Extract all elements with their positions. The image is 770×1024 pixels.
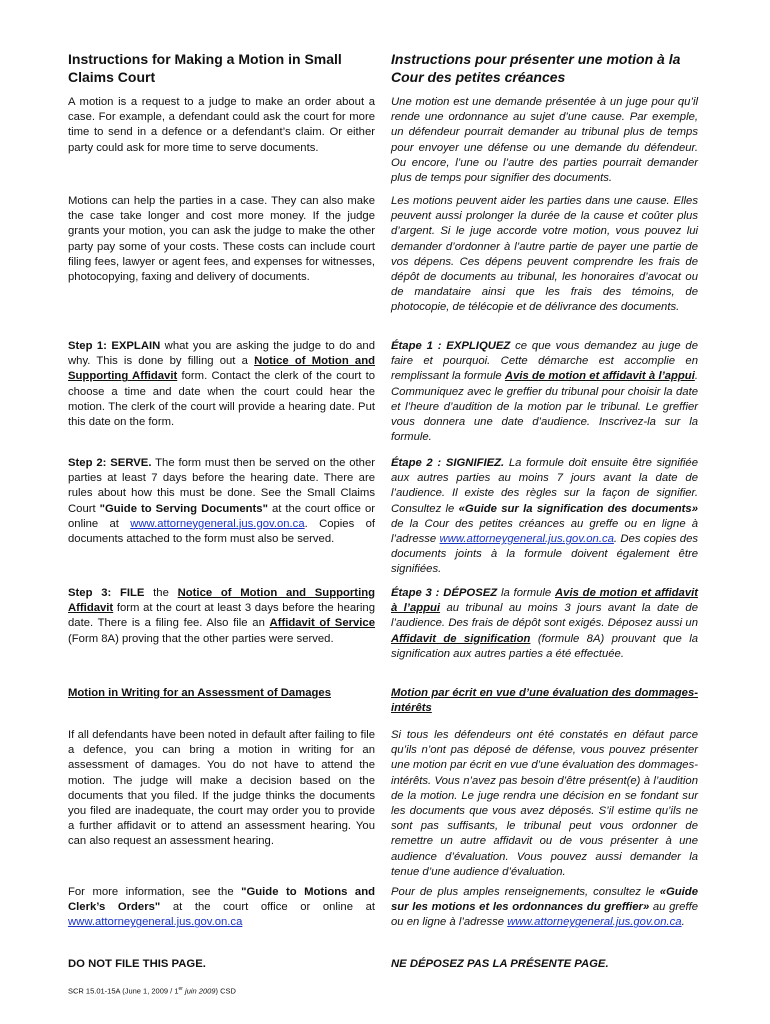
en-step-1 <box>68 339 375 430</box>
fr-more-info-text-mid: au greffe ou en ligne à l’adresse <box>391 901 699 929</box>
fr-step-1-keyword: EXPLIQUEZ <box>446 340 511 352</box>
en-step-2 <box>68 456 375 547</box>
en-step-1-form-name: Notice of Motion and Supporting Affidavit <box>68 355 376 383</box>
fr-step-3-keyword: DÉPOSEZ <box>443 587 498 599</box>
en-writing-heading: Motion in Writing for an Assessment of Damages <box>68 687 331 699</box>
en-intro-paragraph-1: A motion is a request to a judge to make an order about a case. For example, a defendant could ask the court for more time to send in a defence or a defendant’s claim. Or either party could ask for more time to serve documents. <box>68 96 375 154</box>
en-step-2-website-link[interactable]: www.attorneygeneral.jus.gov.on.ca <box>130 517 305 530</box>
en-step-3-label: Step 3: <box>68 587 112 599</box>
footer-french-date: juin 2009 <box>182 986 216 996</box>
fr-step-1-text: ce que vous demandez au juge de faire et pourquoi. Cette démarche est accomplie en remplissant la formule <box>391 340 698 383</box>
en-more-info <box>68 885 375 931</box>
en-step-2-text-mid: at the court office or online at <box>68 502 375 530</box>
fr-writing-paragraph: Si tous les défendeurs ont été constatés en défaut parce qu’ils n’ont pas déposé de défense, vous pouvez présenter une motion par écrit en vue d’une évaluation des dommages-intérêts. Vous n’avez pas besoin d’être présent(e) à l’audition de la motion. Le juge rendra une décision en se fondant sur les documents que vous avez déposés. S’il estime qu’ils ne sont pas suffisants, le tribunal peut vous ordonner de remettre un autre affidavit ou de vous présenter à une audience d’évaluation. Vous pouvez aussi demander la tenue d’une audience d’évaluation. <box>391 729 698 878</box>
en-title: Instructions for Making a Motion in Small Claims Court <box>68 51 342 85</box>
fr-step-3-label: Étape 3 : <box>391 587 440 599</box>
fr-step-2 <box>391 456 698 578</box>
en-step-3-form-name: Notice of Motion and Supporting Affidavit <box>68 587 376 615</box>
footer-superscript: er <box>178 986 183 992</box>
en-step-3-text-mid: form at the court at least 3 days before the hearing date. There is a filing fee. Also file an <box>68 602 375 630</box>
fr-step-2-website-link[interactable]: www.attorneygeneral.jus.gov.on.ca <box>439 533 614 546</box>
en-do-not-file-notice: DO NOT FILE THIS PAGE. <box>68 958 206 970</box>
fr-step-1-form-name: Avis de motion et affidavit à l’appui <box>504 370 695 383</box>
fr-intro-paragraph-1: Une motion est une demande présentée à un juge pour qu’il rende une ordonnance au sujet d’une cause. Par exemple, un défendeur pourrait demander au tribunal plus de temps pour envoyer une défense ou une demande du défendeur. Ou encore, l’une ou l’autre des parties pourrait demander plus de temps pour signifier des documents. <box>391 96 698 185</box>
en-more-info-guide-name: "Guide to Motions and Clerk’s Orders" <box>68 886 375 914</box>
en-step-1-text-end: form. Contact the clerk of the court to choose a time and date when the court could hear the motion. The clerk of the court will provide a hearing date. Put this date on the form. <box>68 370 375 429</box>
fr-step-2-label: Étape 2 : <box>391 457 442 469</box>
en-intro-paragraph-2: Motions can help the parties in a case. They can also make the case take longer and cost more money. If the judge grants your motion, you can ask the judge to make the other party pay some of your costs. These costs can include court filing fees, lawyer or agent fees, and expenses for witnesses, photocopying, faxing and delivery of documents. <box>68 195 375 284</box>
fr-more-info-text-end: . <box>681 916 685 929</box>
en-step-1-label: Step 1: <box>68 340 107 352</box>
en-more-info-text-mid: at the court office or online at <box>160 901 375 914</box>
en-step-3-keyword: FILE <box>119 587 145 599</box>
fr-step-2-text-end: . Des copies des documents joints à la formule doivent également être signifiées. <box>391 533 698 576</box>
fr-more-info-guide-name: «Guide sur les motions et les ordonnances du greffier» <box>391 886 698 914</box>
en-step-3-text: the <box>144 587 178 599</box>
fr-step-1-text-end: . Communiquez avec le greffier du tribunal pour choisir la date et l’heure d’audition de la motion par le tribunal. Le greffier vous donnera une date d’audience. Inscrivez-la sur la formule. <box>391 370 698 444</box>
fr-step-3-text-end: (formule 8A) prouvant que la signification aux autres parties a été effectuée. <box>391 632 698 660</box>
fr-step-3-text: la formule <box>497 587 556 599</box>
fr-step-1-label: Étape 1 : <box>391 340 442 352</box>
en-step-1-keyword: EXPLAIN <box>111 340 161 352</box>
fr-more-info-text: Pour de plus amples renseignements, consultez le <box>391 886 660 898</box>
fr-do-not-file-notice: NE DÉPOSEZ PAS LA PRÉSENTE PAGE. <box>391 958 609 970</box>
fr-step-3 <box>391 586 698 662</box>
fr-more-info <box>391 885 698 931</box>
en-more-info-text: For more information, see the <box>68 886 242 898</box>
en-step-1-text: what you are asking the judge to do and why. This is done by filling out a <box>68 340 375 368</box>
fr-step-3-affidavit-name: Affidavit de signification <box>391 632 531 645</box>
en-step-2-label: Step 2: <box>68 457 107 469</box>
form-code-footer <box>68 984 236 997</box>
fr-step-3-form-name: Avis de motion et affidavit à l’appui <box>391 587 699 615</box>
fr-writing-heading: Motion par écrit en vue d’une évaluation des dommages-intérêts <box>391 687 698 715</box>
fr-step-2-keyword: SIGNIFIEZ. <box>445 457 505 469</box>
en-writing-paragraph: If all defendants have been noted in default after failing to file a defence, you can bring a motion in writing for an assessment of damages. You do not have to attend the motion. The judge will make a decision based on the documents that you filed. If the judge thinks the documents you filed are inadequate, the court may order you to provide a further affidavit or to attend an assessment hearing. You can also request an assessment hearing. <box>68 729 375 848</box>
fr-step-2-guide-name: «Guide sur la signification des documents» <box>458 502 698 515</box>
fr-step-3-text-mid: au tribunal au moins 3 jours avant la date de l’audience. Des frais de dépôt sont exigés. Déposez aussi un <box>391 602 699 630</box>
en-step-3-affidavit-name: Affidavit of Service <box>269 617 375 630</box>
footer-tail: ) CSD <box>215 986 236 996</box>
en-step-2-text-end: . Copies of documents attached to the form must also be served. <box>68 517 375 546</box>
fr-title: Instructions pour présenter une motion à la Cour des petites créances <box>391 51 681 85</box>
en-step-2-text: The form must then be served on the other parties at least 7 days before the hearing date. There are rules about how this must be done. See the Small Claims Court <box>68 457 376 515</box>
en-more-info-website-link[interactable]: www.attorneygeneral.jus.gov.on.ca <box>68 916 243 929</box>
en-step-2-guide-name: "Guide to Serving Documents" <box>99 502 268 515</box>
fr-step-2-text-mid: de la Cour des petites créances au greffe ou en ligne à l’adresse <box>391 517 698 546</box>
fr-step-2-text: La formule doit ensuite être signifiée aux autres parties au moins 7 jours avant la date de l’audience. Il existe des règles sur la façon de signifier. Consultez le <box>391 457 699 515</box>
en-step-3-text-end: (Form 8A) proving that the other parties were served. <box>68 632 334 645</box>
fr-step-1 <box>391 339 698 445</box>
fr-more-info-website-link[interactable]: www.attorneygeneral.jus.gov.on.ca <box>507 916 682 929</box>
fr-intro-paragraph-2: Les motions peuvent aider les parties dans une cause. Elles peuvent aussi prolonger la durée de la cause et coûter plus d’argent. Si le juge accorde votre motion, vous pouvez lui demander d’ordonner à l’autre partie de payer une partie de vos dépens. Ces dépens peuvent comprendre les frais de dépôt de documents au tribunal, les honoraires d’avocat ou de mandataire ainsi que les frais des témoins, de photocopie, de télécopie et de délivrance des documents. <box>391 195 698 314</box>
footer-code: SCR 15.01-15A (June 1, 2009 / 1 <box>68 986 179 996</box>
en-step-3 <box>68 586 375 647</box>
en-step-2-keyword: SERVE. <box>110 457 152 469</box>
